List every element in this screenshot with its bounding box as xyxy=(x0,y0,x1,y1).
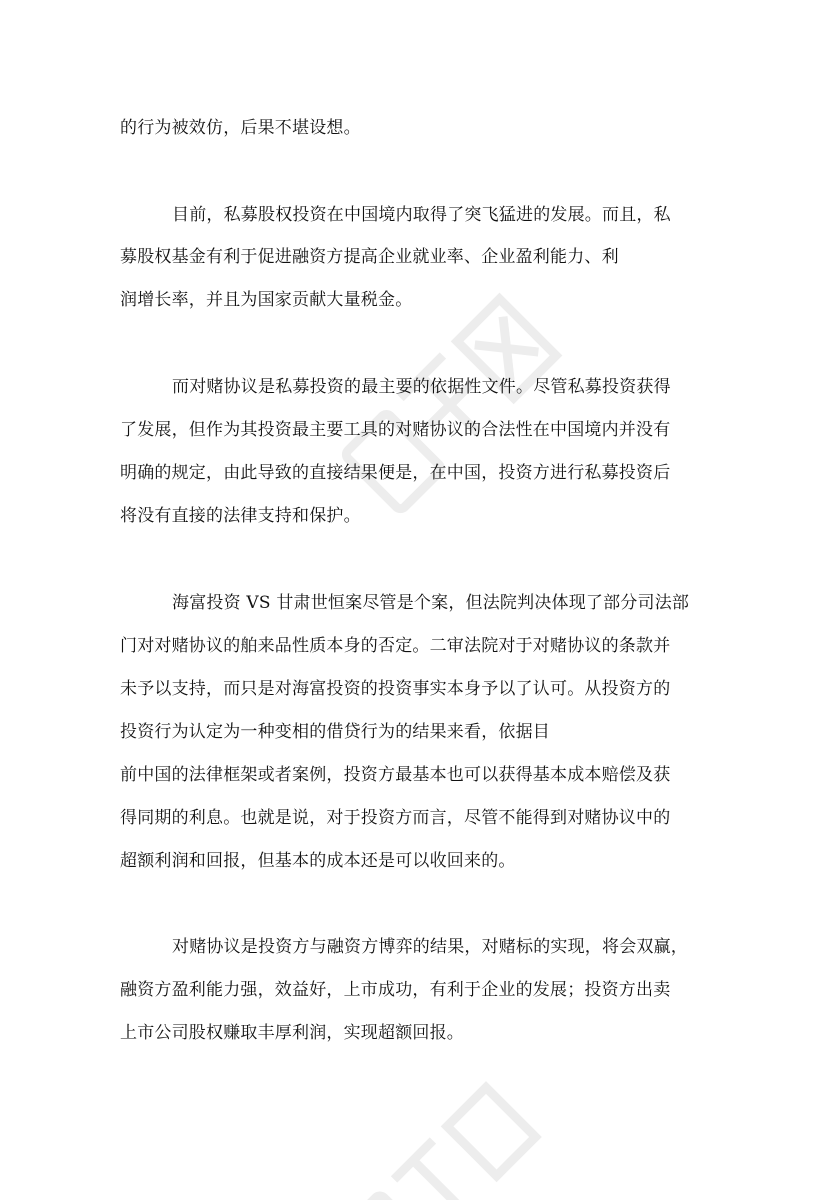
paragraph-4-line-6: 得同期的利息。也就是说，对于投资方而言，尽管不能得到对赌协议中的 xyxy=(120,808,671,828)
paragraph-4-line-1: 海富投资 VS 甘肃世恒案尽管是个案，但法院判决体现了部分司法部 xyxy=(172,593,690,613)
paragraph-3-line-1: 而对赌协议是私募投资的最主要的依据性文件。尽管私募投资获得 xyxy=(172,377,671,397)
watermark-bottom xyxy=(310,1060,570,1200)
paragraph-4-line-5: 前中国的法律框架或者案例，投资方最基本也可以获得基本成本赔偿及获 xyxy=(120,765,671,785)
paragraph-3-line-2: 了发展，但作为其投资最主要工具的对赌协议的合法性在中国境内并没有 xyxy=(120,420,671,440)
paragraph-2-line-1: 目前，私募股权投资在中国境内取得了突飞猛进的发展。而且，私 xyxy=(172,205,671,225)
paragraph-4-line-4: 投资行为认定为一种变相的借贷行为的结果来看，依据目 xyxy=(120,722,550,742)
paragraph-4-line-2: 门对对赌协议的舶来品性质本身的否定。二审法院对于对赌协议的条款并 xyxy=(120,636,671,656)
watermark-bottom-graphic xyxy=(310,1060,570,1200)
paragraph-3-line-4: 将没有直接的法律支持和保护。 xyxy=(120,506,361,526)
paragraph-5-line-3: 上市公司股权赚取丰厚利润，实现超额回报。 xyxy=(120,1023,464,1043)
paragraph-4-line-7: 超额利润和回报，但基本的成本还是可以收回来的。 xyxy=(120,851,516,871)
paragraph-5-line-2: 融资方盈利能力强，效益好，上市成功，有利于企业的发展；投资方出卖 xyxy=(120,980,671,1000)
paragraph-3-line-3: 明确的规定，由此导致的直接结果便是，在中国，投资方进行私募投资后 xyxy=(120,463,671,483)
paragraph-2-line-3: 润增长率，并且为国家贡献大量税金。 xyxy=(120,290,413,310)
paragraph-5-line-1: 对赌协议是投资方与融资方博弈的结果，对赌标的实现，将会双赢， xyxy=(172,937,688,957)
paragraph-1-line-1: 的行为被效仿，后果不堪设想。 xyxy=(120,118,361,138)
paragraph-2-line-2: 募股权基金有利于促进融资方提高企业就业率、企业盈利能力、利 xyxy=(120,247,619,267)
paragraph-4-line-3: 未予以支持，而只是对海富投资的投资事实本身予以了认可。从投资方的 xyxy=(120,679,671,699)
